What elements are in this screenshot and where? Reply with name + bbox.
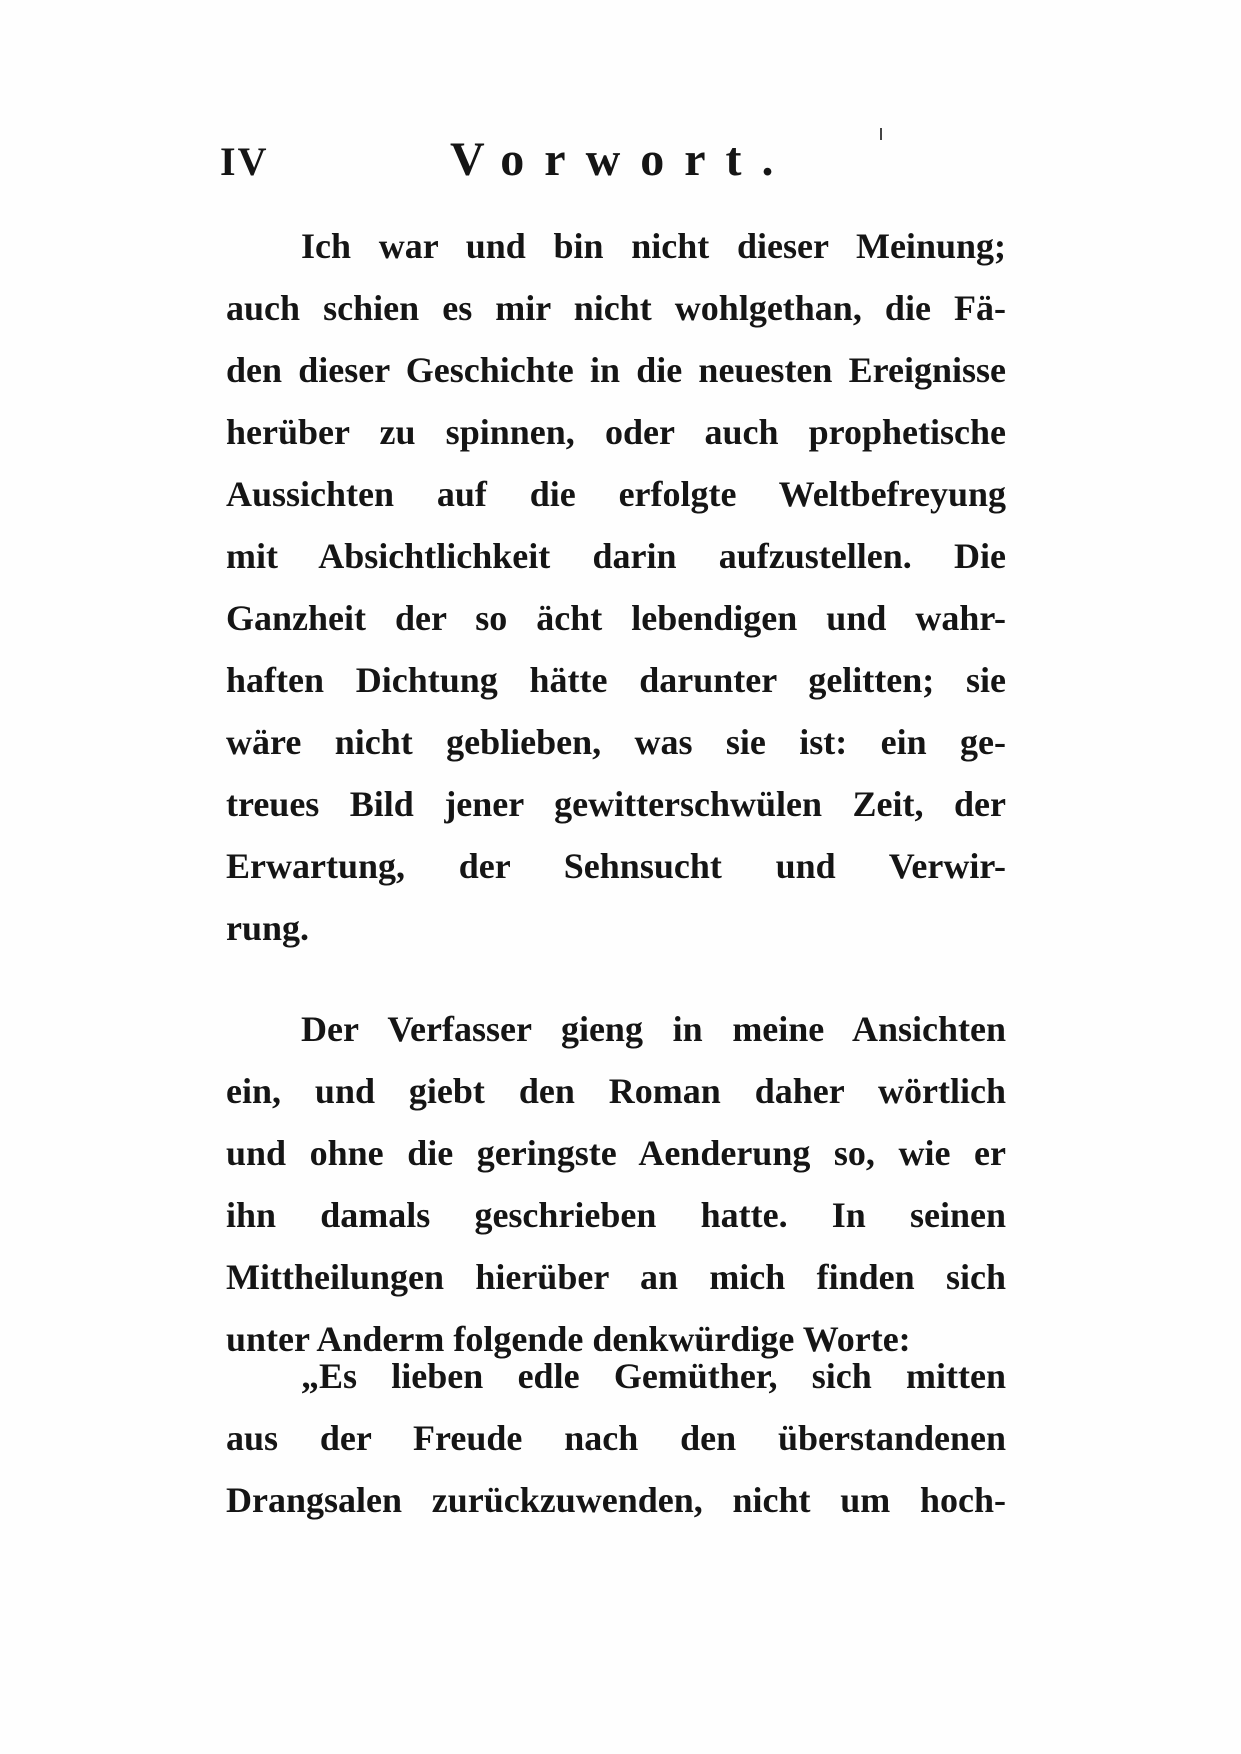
text-line: aus der Freude nach den überstandenen <box>226 1418 1006 1458</box>
text-line: rung. <box>226 908 310 948</box>
text-line: Ganzheit der so ächt lebendigen und wahr- <box>226 598 1006 638</box>
text-line: und ohne die geringste Aenderung so, wie er <box>226 1133 1006 1173</box>
text-line: Drangsalen zurückzuwenden, nicht um hoch- <box>226 1480 1006 1520</box>
page-header <box>220 128 1010 198</box>
text-line: „Es lieben edle Gemüther, sich mitten <box>301 1356 1006 1396</box>
page-number: IV <box>220 139 269 184</box>
text-line: Erwartung, der Sehnsucht und Verwir- <box>226 846 1006 886</box>
text-line: Aussichten auf die erfolgte Weltbefreyung <box>226 474 1006 514</box>
print-mark <box>880 128 882 140</box>
text-line: treues Bild jener gewitterschwülen Zeit, der <box>226 784 1006 824</box>
text-line: auch schien es mir nicht wohlgethan, die Fä- <box>226 288 1006 328</box>
text-line: den dieser Geschichte in die neuesten Ereignisse <box>226 350 1006 390</box>
text-line: Mittheilungen hierüber an mich finden sich <box>226 1257 1006 1297</box>
text-line: Ich war und bin nicht dieser Meinung; <box>301 226 1006 266</box>
running-title: Vorwort. <box>450 133 794 186</box>
paragraph-2 <box>226 998 1006 1370</box>
text-line: ein, und giebt den Roman daher wörtlich <box>226 1071 1006 1111</box>
paragraph-3 <box>226 1345 1006 1531</box>
paragraph-1 <box>226 215 1006 959</box>
text-line: wäre nicht geblieben, was sie ist: ein ge- <box>226 722 1006 762</box>
text-line: mit Absichtlichkeit darin aufzustellen. Die <box>226 536 1006 576</box>
text-line: ihn damals geschrieben hatte. In seinen <box>226 1195 1006 1235</box>
text-line: herüber zu spinnen, oder auch prophetische <box>226 412 1006 452</box>
text-line: Der Verfasser gieng in meine Ansichten <box>301 1009 1006 1049</box>
text-line: haften Dichtung hätte darunter gelitten; sie <box>226 660 1006 700</box>
text-line: unter Anderm folgende denkwürdige Worte: <box>226 1319 911 1359</box>
